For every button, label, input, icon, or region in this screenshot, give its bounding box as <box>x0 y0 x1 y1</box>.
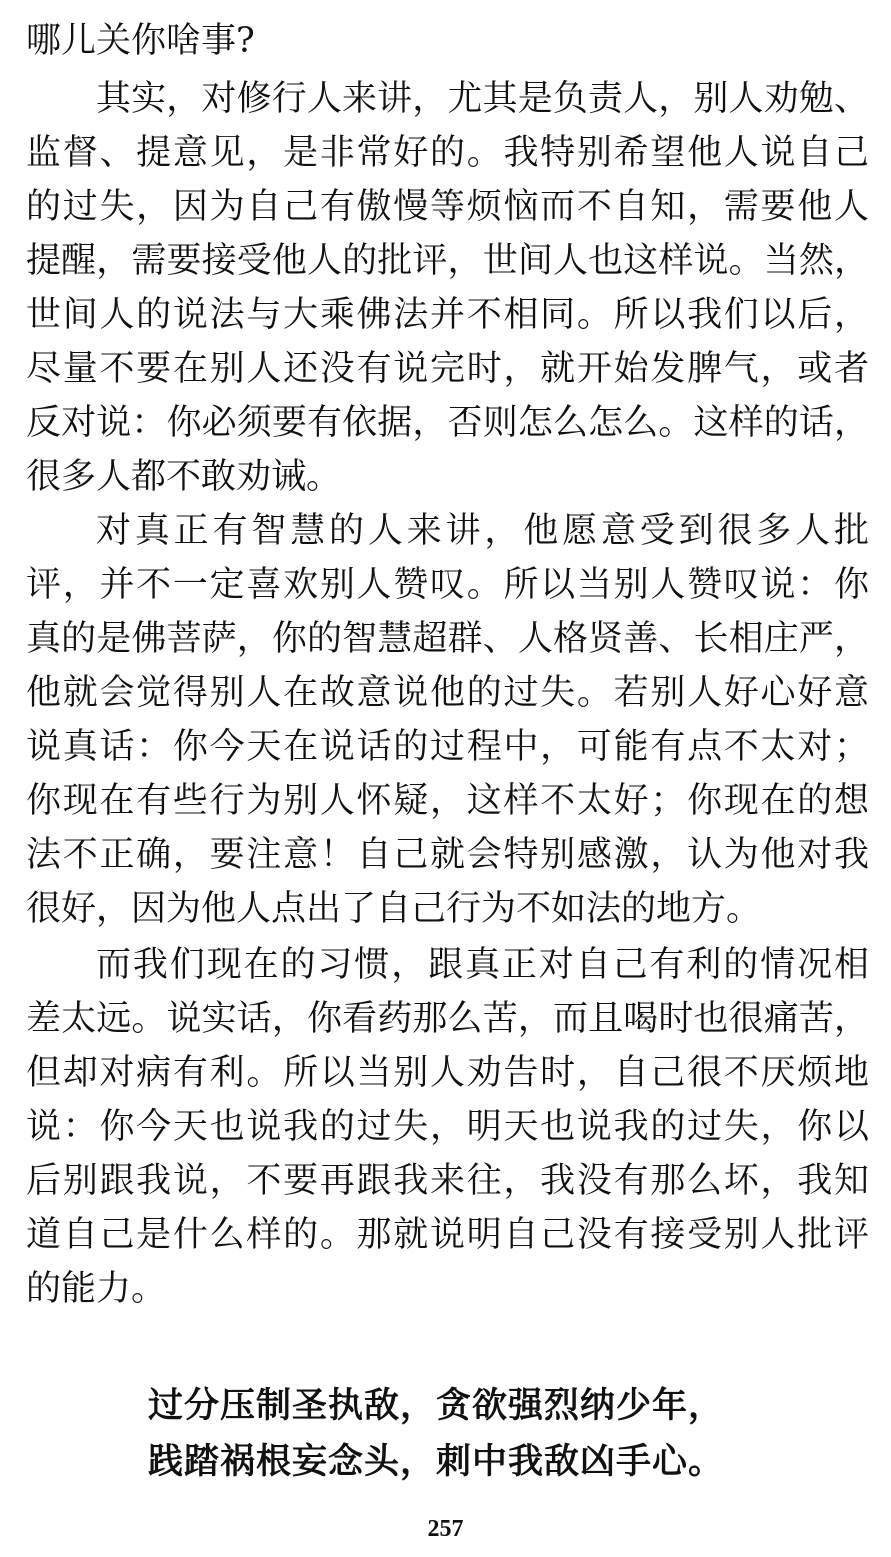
text-line: 而我们现在的习惯，跟真正对自己有利的情况相 <box>96 945 869 985</box>
text-line: 对真正有智慧的人来讲，他愿意受到很多人批 <box>96 511 869 551</box>
text-line: 提醒，需要接受他人的批评，世间人也这样说。当然， <box>26 241 869 281</box>
text-line: 世间人的说法与大乘佛法并不相同。所以我们以后， <box>26 295 869 335</box>
text-line: 你现在有些行为别人怀疑，这样不太好；你现在的想 <box>26 781 869 821</box>
text-line: 很好，因为他人点出了自己行为不如法的地方。 <box>26 889 762 929</box>
text-line: 很多人都不敢劝诫。 <box>26 457 342 497</box>
page-number: 257 <box>427 1516 464 1542</box>
text-line: 道自己是什么样的。那就说明自己没有接受别人批评 <box>26 1215 869 1255</box>
text-line: 尽量不要在别人还没有说完时，就开始发脾气，或者 <box>26 349 869 389</box>
text-line: 真的是佛菩萨，你的智慧超群、人格贤善、长相庄严， <box>26 619 869 659</box>
text-line: 反对说：你必须要有依据，否则怎么怎么。这样的话， <box>26 403 869 443</box>
text-line: 但却对病有利。所以当别人劝告时，自己很不厌烦地 <box>26 1053 869 1093</box>
text-line: 说真话：你今天在说话的过程中，可能有点不太对； <box>26 727 869 767</box>
text-line: 后别跟我说，不要再跟我来往，我没有那么坏，我知 <box>26 1161 869 1201</box>
verse-line: 过分压制圣执敌，贪欲强烈纳少年， <box>148 1386 725 1426</box>
text-line: 差太远。说实话，你看药那么苦，而且喝时也很痛苦， <box>26 999 869 1039</box>
text-line: 他就会觉得别人在故意说他的过失。若别人好心好意 <box>26 673 869 713</box>
text-line: 监督、提意见，是非常好的。我特别希望他人说自己 <box>26 133 869 173</box>
text-line: 说：你今天也说我的过失，明天也说我的过失，你以 <box>26 1107 869 1147</box>
text-line: 评，并不一定喜欢别人赞叹。所以当别人赞叹说：你 <box>26 565 869 605</box>
verse-line: 践踏祸根妄念头，刺中我敌凶手心。 <box>148 1442 725 1482</box>
text-line: 法不正确，要注意！自己就会特别感激，认为他对我 <box>26 835 869 875</box>
text-line: 的能力。 <box>26 1269 167 1309</box>
text-line: 哪儿关你啥事? <box>26 21 255 61</box>
text-line: 其实，对修行人来讲，尤其是负责人，别人劝勉、 <box>96 79 869 119</box>
text-line: 的过失，因为自己有傲慢等烦恼而不自知，需要他人 <box>26 187 869 227</box>
